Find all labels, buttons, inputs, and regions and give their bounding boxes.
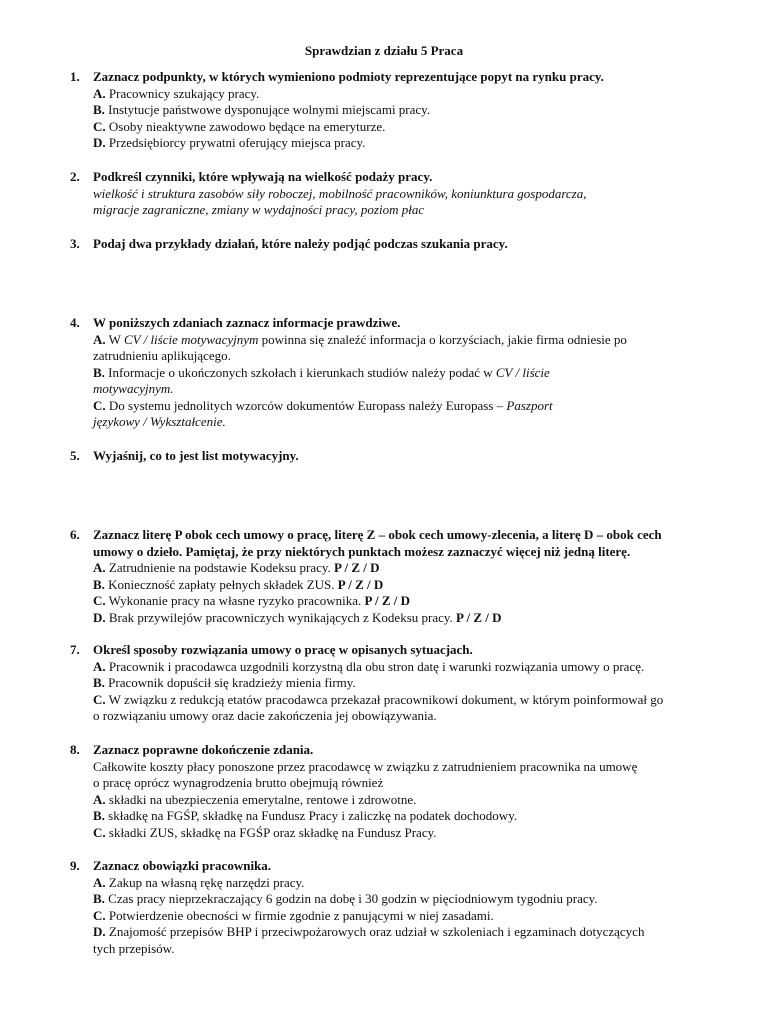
- situation-a[interactable]: A. Pracownik i pracodawca uzgodnili korzystną dla obu stron datę i warunki rozwiązania umowy o pracę.: [93, 658, 645, 674]
- statement-c-cont: językowy / Wykształcenie.: [93, 414, 226, 429]
- pzd-choice: P / Z / D: [334, 560, 380, 575]
- page-title: Sprawdzian z działu 5 Praca: [304, 43, 464, 58]
- question-prompt: Wyjaśnij, co to jest list motywacyjny.: [93, 448, 299, 463]
- answer-option-a[interactable]: A. Zakup na własną rękę narzędzi pracy.: [93, 874, 305, 890]
- question-8: [70, 742, 720, 841]
- contract-feature-b[interactable]: B. Konieczność zapłaty pełnych składek ZUS. P / Z / D: [93, 576, 384, 592]
- question-9: [70, 858, 720, 957]
- question-prompt: Zaznacz obowiązki pracownika.: [93, 858, 272, 873]
- answer-option-b[interactable]: B. składkę na FGŚP, składkę na Fundusz Pracy i zaliczkę na podatek dochodowy.: [93, 808, 518, 823]
- answer-option-b[interactable]: B. Czas pracy nieprzekraczający 6 godzin na dobę i 30 godzin w pięciodniowym tygodniu pracy.: [93, 891, 598, 906]
- question-stem-line-1: Całkowite koszty płacy ponoszone przez pracodawcę w związku z zatrudnieniem pracownika na umowę: [93, 758, 638, 774]
- question-prompt-line-1: Zaznacz literę P obok cech umowy o pracę, literę Z – obok cech umowy-zlecenia, a literę D – obok cech: [93, 527, 662, 542]
- situation-b[interactable]: B. Pracownik dopuścił się kradzieży mienia firmy.: [93, 675, 356, 690]
- answer-option-a[interactable]: A. Pracownicy szukający pracy.: [93, 85, 260, 101]
- answer-option-c[interactable]: C. składki ZUS, składkę na FGŚP oraz składkę na Fundusz Pracy.: [93, 824, 437, 840]
- question-5: [70, 448, 720, 465]
- question-prompt: Zaznacz poprawne dokończenie zdania.: [93, 742, 314, 757]
- contract-feature-c[interactable]: C. Wykonanie pracy na własne ryzyko pracownika. P / Z / D: [93, 593, 411, 608]
- answer-option-a[interactable]: A. składki na ubezpieczenia emerytalne, rentowe i zdrowotne.: [93, 791, 417, 807]
- question-number: 7.: [70, 642, 80, 657]
- answer-option-b[interactable]: B. Instytucje państwowe dysponujące wolnymi miejscami pracy.: [93, 102, 431, 117]
- question-prompt: Zaznacz podpunkty, w których wymieniono podmioty reprezentujące popyt na rynku pracy.: [93, 69, 604, 84]
- question-number: 9.: [70, 858, 80, 873]
- question-prompt: W poniższych zdaniach zaznacz informacje prawdziwe.: [93, 315, 401, 330]
- choice-cv-list: CV / liście: [495, 364, 550, 380]
- situation-c[interactable]: C. W związku z redukcją etatów pracodawca przekazał pracownikowi dokument, w którym poinformował go: [93, 691, 664, 707]
- statement-c[interactable]: C. Do systemu jednolitych wzorców dokumentów Europass należy Europass – Paszport: [93, 397, 553, 413]
- statement-a-cont: zatrudnieniu aplikującego.: [93, 348, 231, 363]
- question-7: [70, 642, 720, 725]
- question-3: [70, 236, 720, 253]
- statement-a[interactable]: A. W CV / liście motywacyjnym powinna się znaleźć informacja o korzyściach, jakie firma odniesie po: [93, 331, 627, 347]
- answer-option-c[interactable]: C. Osoby nieaktywne zawodowo będące na emeryturze.: [93, 118, 386, 134]
- question-prompt: Określ sposoby rozwiązania umowy o pracę w opisanych sytuacjach.: [93, 642, 473, 657]
- question-2: [70, 169, 720, 219]
- question-1: [70, 69, 720, 152]
- question-number: 6.: [70, 527, 80, 542]
- question-stem-line-2: o pracę oprócz wynagrodzenia brutto obejmują również: [93, 775, 384, 790]
- factors-list-line-2[interactable]: migracje zagraniczne, zmiany w wydajności pracy, poziom płac: [93, 202, 425, 217]
- statement-b-cont: motywacyjnym.: [93, 381, 174, 396]
- factors-list-line-1[interactable]: wielkość i struktura zasobów siły roboczej, mobilność pracowników, koniunktura gospodarcza,: [93, 185, 587, 201]
- question-number: 1.: [70, 69, 80, 84]
- choice-passport: Paszport: [506, 397, 553, 413]
- situation-c-cont: o rozwiązaniu umowy oraz dacie zakończenia jej obowiązywania.: [93, 708, 437, 723]
- question-number: 4.: [70, 315, 80, 330]
- answer-option-d[interactable]: D. Znajomość przepisów BHP i przeciwpożarowych oraz udział w szkoleniach i egzaminach dotyczących: [93, 924, 645, 939]
- answer-option-c[interactable]: C. Potwierdzenie obecności w firmie zgodnie z panującymi w niej zasadami.: [93, 907, 494, 923]
- question-6: [70, 527, 720, 626]
- question-prompt: Podaj dwa przykłady działań, które należy podjąć podczas szukania pracy.: [93, 236, 508, 251]
- pzd-choice: P / Z / D: [364, 593, 411, 608]
- choice-cv-list: CV / liście motywacyjnym: [123, 331, 259, 347]
- contract-feature-d[interactable]: D. Brak przywilejów pracowniczych wynikających z Kodeksu pracy. P / Z / D: [93, 609, 502, 625]
- question-number: 5.: [70, 448, 80, 463]
- answer-option-d[interactable]: D. Przedsiębiorcy prywatni oferujący miejsca pracy.: [93, 135, 366, 150]
- question-number: 2.: [70, 169, 80, 184]
- question-prompt-line-2: umowy o dzieło. Pamiętaj, że przy niektórych punktach możesz zaznaczyć więcej niż jedną literę.: [93, 543, 631, 559]
- answer-option-d-cont: tych przepisów.: [93, 940, 175, 956]
- statement-b[interactable]: B. Informacje o ukończonych szkołach i kierunkach studiów należy podać w CV / liście: [93, 364, 550, 380]
- question-number: 3.: [70, 236, 80, 251]
- question-number: 8.: [70, 742, 80, 757]
- question-prompt: Podkreśl czynniki, które wpływają na wielkość podaży pracy.: [93, 169, 433, 184]
- pzd-choice: P / Z / D: [456, 609, 502, 625]
- question-4: [70, 315, 720, 431]
- contract-feature-a[interactable]: A. Zatrudnienie na podstawie Kodeksu pracy. P / Z / D: [93, 560, 380, 575]
- pzd-choice: P / Z / D: [337, 576, 384, 592]
